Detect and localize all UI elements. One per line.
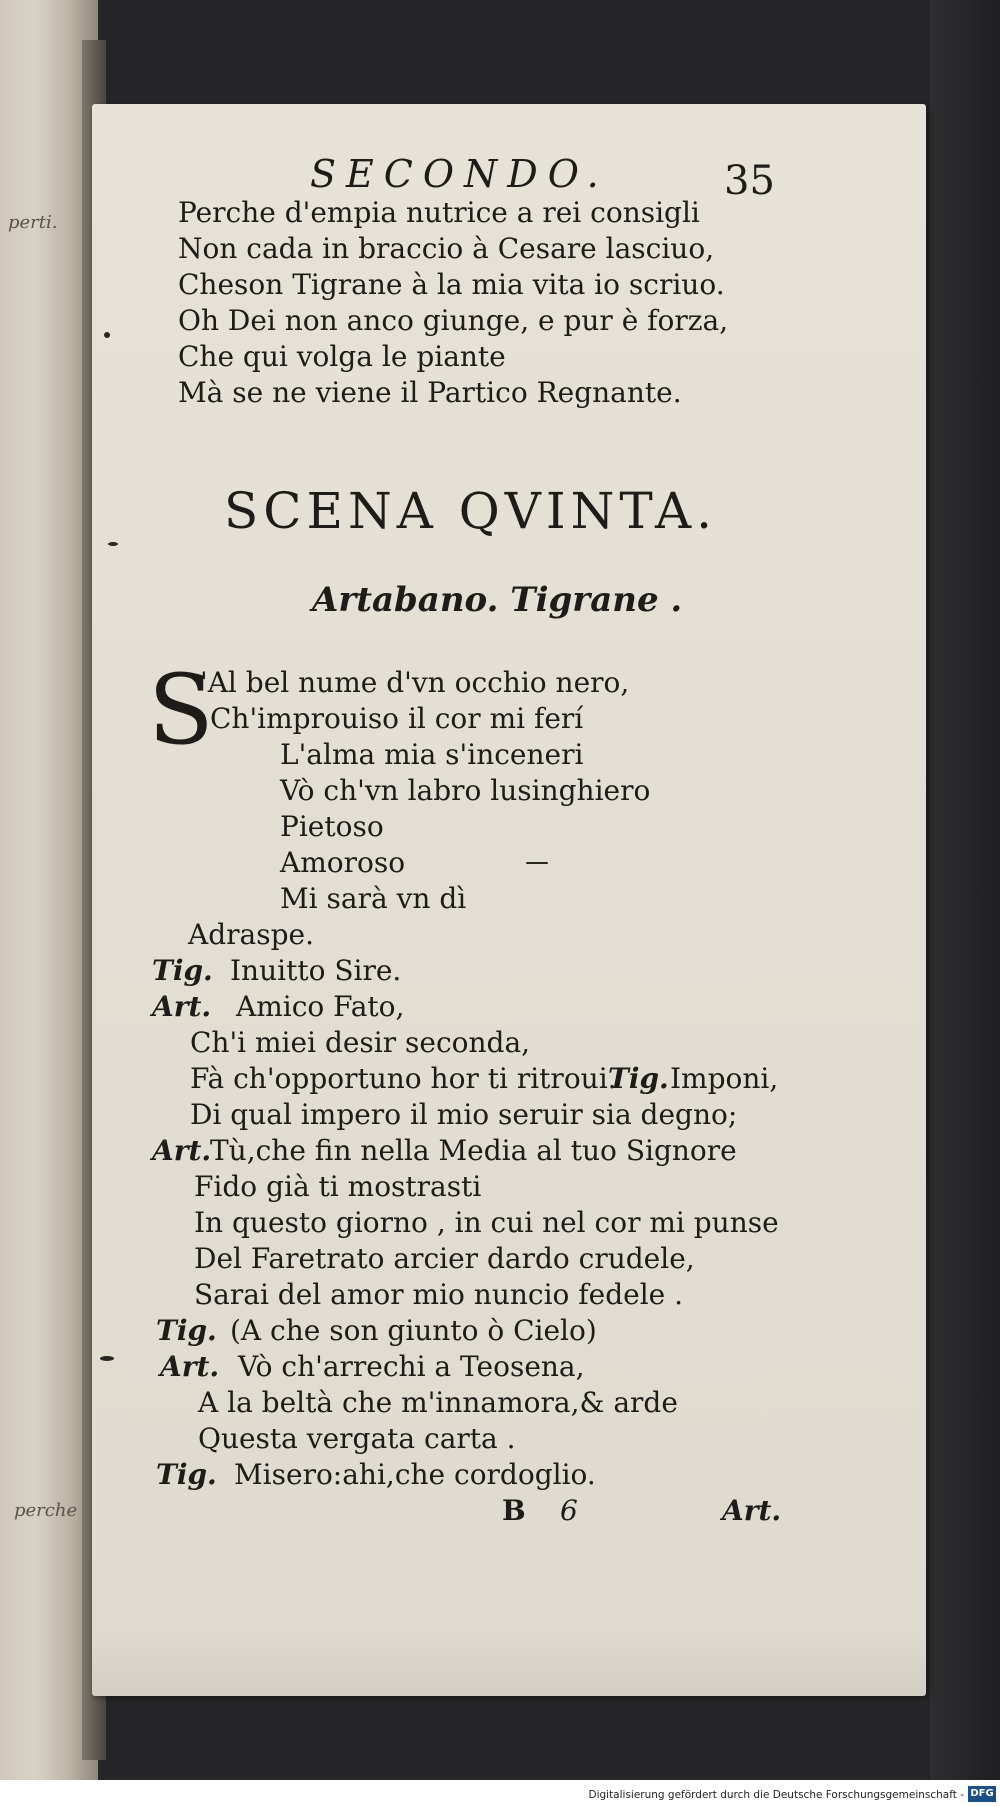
dialogue-line: Fido già ti mostrasti bbox=[194, 1170, 482, 1203]
verse-line: Cheson Tigrane à la mia vita io scriuo. bbox=[178, 268, 725, 301]
ink-speck bbox=[100, 1356, 114, 1361]
dialogue-line: A la beltà che m'innamora,& arde bbox=[198, 1386, 678, 1419]
dfg-logo: DFG bbox=[968, 1786, 996, 1802]
speaker-label: Art. bbox=[152, 990, 212, 1023]
verse-line: Perche d'empia nutrice a rei consigli bbox=[178, 196, 700, 229]
speaker-label: Art. bbox=[152, 1134, 212, 1167]
scene-title: SCENA QVINTA. bbox=[224, 482, 717, 540]
dialogue-line: Questa vergata carta . bbox=[198, 1422, 516, 1455]
scene-characters: Artabano. Tigrane . bbox=[312, 580, 683, 620]
scan-right-shadow bbox=[930, 0, 1000, 1780]
dialogue-line: Pietoso bbox=[280, 810, 384, 843]
speaker-label: Tig. bbox=[152, 954, 213, 987]
ink-speck bbox=[108, 542, 118, 546]
dialogue-line: Vò ch'vn labro lusinghiero bbox=[280, 774, 651, 807]
dialogue-line: In questo giorno , in cui nel cor mi punse bbox=[194, 1206, 779, 1239]
dialogue-line: Mi sarà vn dì bbox=[280, 882, 467, 915]
dialogue-line: Sarai del amor mio nuncio fedele . bbox=[194, 1278, 684, 1311]
verse-line: Che qui volga le piante bbox=[178, 340, 506, 373]
dialogue-line: Fà ch'opportuno hor ti ritroui. bbox=[190, 1062, 617, 1095]
dialogue-line: Misero:ahi,che cordoglio. bbox=[234, 1458, 596, 1491]
ink-speck bbox=[526, 862, 548, 864]
dialogue-line: Ch'i miei desir seconda, bbox=[190, 1026, 531, 1059]
folio-number: 35 bbox=[724, 158, 775, 204]
dialogue-line: Amoroso bbox=[280, 846, 406, 879]
dialogue-line: Adraspe. bbox=[188, 918, 314, 951]
page-shade bbox=[92, 1630, 926, 1700]
speaker-label: Art. bbox=[160, 1350, 220, 1383]
dialogue-line: Inuitto Sire. bbox=[230, 954, 402, 987]
catchword: Art. bbox=[722, 1494, 782, 1527]
signature-number: 6 bbox=[560, 1494, 578, 1527]
dialogue-line: Del Faretrato arcier dardo crudele, bbox=[194, 1242, 695, 1275]
dialogue-line-tail: Imponi, bbox=[670, 1062, 779, 1095]
ink-speck bbox=[104, 332, 110, 338]
dialogue-line: Di qual impero il mio seruir sia degno; bbox=[190, 1098, 738, 1131]
dialogue-line: Amico Fato, bbox=[236, 990, 405, 1023]
speaker-label: Tig. bbox=[156, 1458, 217, 1491]
signature-mark: B bbox=[502, 1494, 526, 1527]
dialogue-line: Tù,che fin nella Media al tuo Signore bbox=[210, 1134, 737, 1167]
verse-line: Oh Dei non anco giunge, e pur è forza, bbox=[178, 304, 729, 337]
dialogue-line: Ch'improuiso il cor mi ferí bbox=[210, 702, 584, 735]
dialogue-line: (A che son giunto ò Cielo) bbox=[230, 1314, 597, 1347]
speaker-label-inline: Tig. bbox=[608, 1062, 669, 1095]
margin-fragment-top: perti. bbox=[8, 212, 58, 233]
funding-credit: Digitalisierung gefördert durch die Deutsche Forschungsgemeinschaft - bbox=[588, 1789, 964, 1801]
speaker-label: Tig. bbox=[156, 1314, 217, 1347]
verse-line: Mà se ne viene il Partico Regnante. bbox=[178, 376, 682, 409]
running-title: SECONDO. bbox=[310, 152, 609, 196]
dialogue-line: L'alma mia s'inceneri bbox=[280, 738, 584, 771]
dialogue-line: Vò ch'arrechi a Teosena, bbox=[238, 1350, 585, 1383]
dialogue-line: 'Al bel nume d'vn occhio nero, bbox=[200, 666, 630, 699]
margin-fragment-bottom: perche bbox=[14, 1500, 78, 1521]
verse-line: Non cada in braccio à Cesare lasciuo, bbox=[178, 232, 715, 265]
drop-cap: S bbox=[148, 654, 214, 766]
